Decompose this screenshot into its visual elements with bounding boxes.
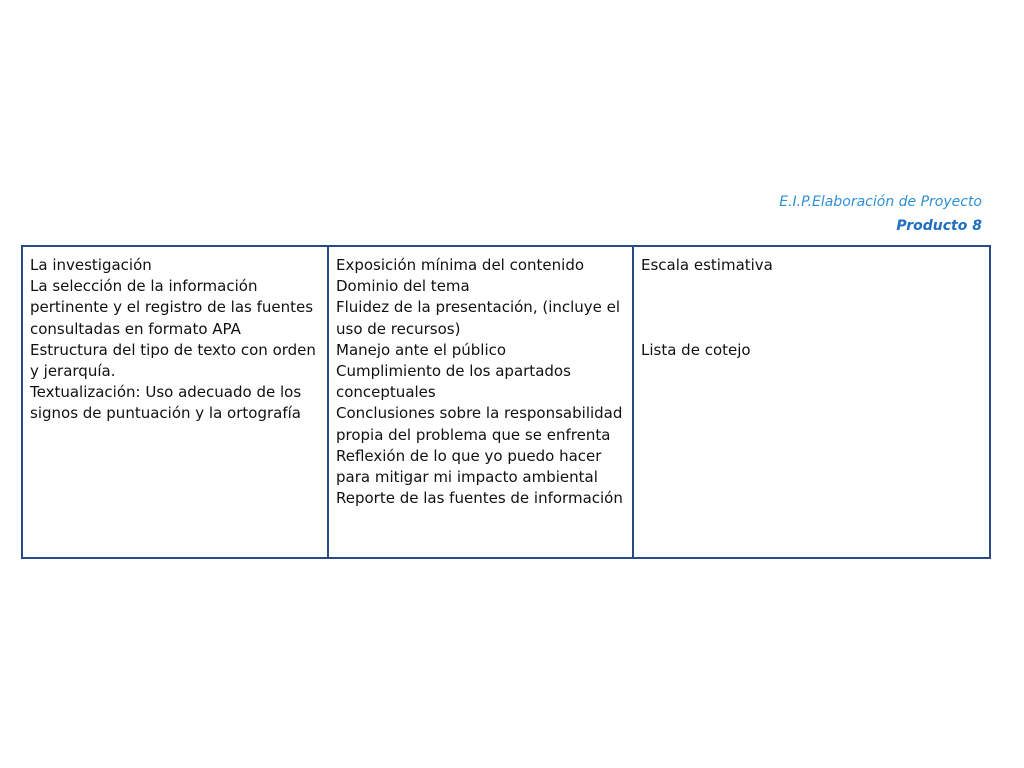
table-cell-instruments xyxy=(634,247,989,557)
cell-line: Reflexión de lo que yo puedo hacer xyxy=(336,446,602,465)
cell-line: Manejo ante el público xyxy=(336,340,507,359)
cell-line: y jerarquía. xyxy=(30,362,116,381)
instrument-checklist: Lista de cotejo xyxy=(641,340,751,359)
evaluation-table xyxy=(21,245,991,559)
cell-line: Cumplimiento de los apartados xyxy=(336,362,571,381)
document-subtitle: E.I.P.Elaboración de Proyecto xyxy=(779,194,982,210)
cell-line: La selección de la información xyxy=(30,277,258,296)
cell-line: Exposición mínima del contenido xyxy=(336,256,585,274)
product-label: Producto 8 xyxy=(896,218,982,234)
table-cell-criteria xyxy=(329,247,634,557)
cell-line: Estructura del tipo de texto con orden xyxy=(30,340,316,359)
cell-spacer xyxy=(641,276,983,340)
cell-line: consultadas en formato APA xyxy=(30,319,241,338)
cell-line: Textualización: Uso adecuado de los xyxy=(30,383,302,402)
cell-line: conceptuales xyxy=(336,383,436,402)
cell-line: Fluidez de la presentación, (incluye el xyxy=(336,298,621,317)
cell-line: para mitigar mi impacto ambiental xyxy=(336,468,598,487)
cell-line: Dominio del tema xyxy=(336,277,470,296)
instrument-scale: Escala estimativa xyxy=(641,256,773,274)
cell-line: signos de puntuación y la ortografía xyxy=(30,404,301,423)
cell-line: propia del problema que se enfrenta xyxy=(336,425,611,444)
cell-line: pertinente y el registro de las fuentes xyxy=(30,298,314,317)
cell-line: Reporte de las fuentes de información xyxy=(336,489,623,508)
cell-line: uso de recursos) xyxy=(336,319,461,338)
table-cell-aspects xyxy=(23,247,329,557)
cell-line: La investigación xyxy=(30,256,152,274)
cell-line: Conclusiones sobre la responsabilidad xyxy=(336,404,623,423)
